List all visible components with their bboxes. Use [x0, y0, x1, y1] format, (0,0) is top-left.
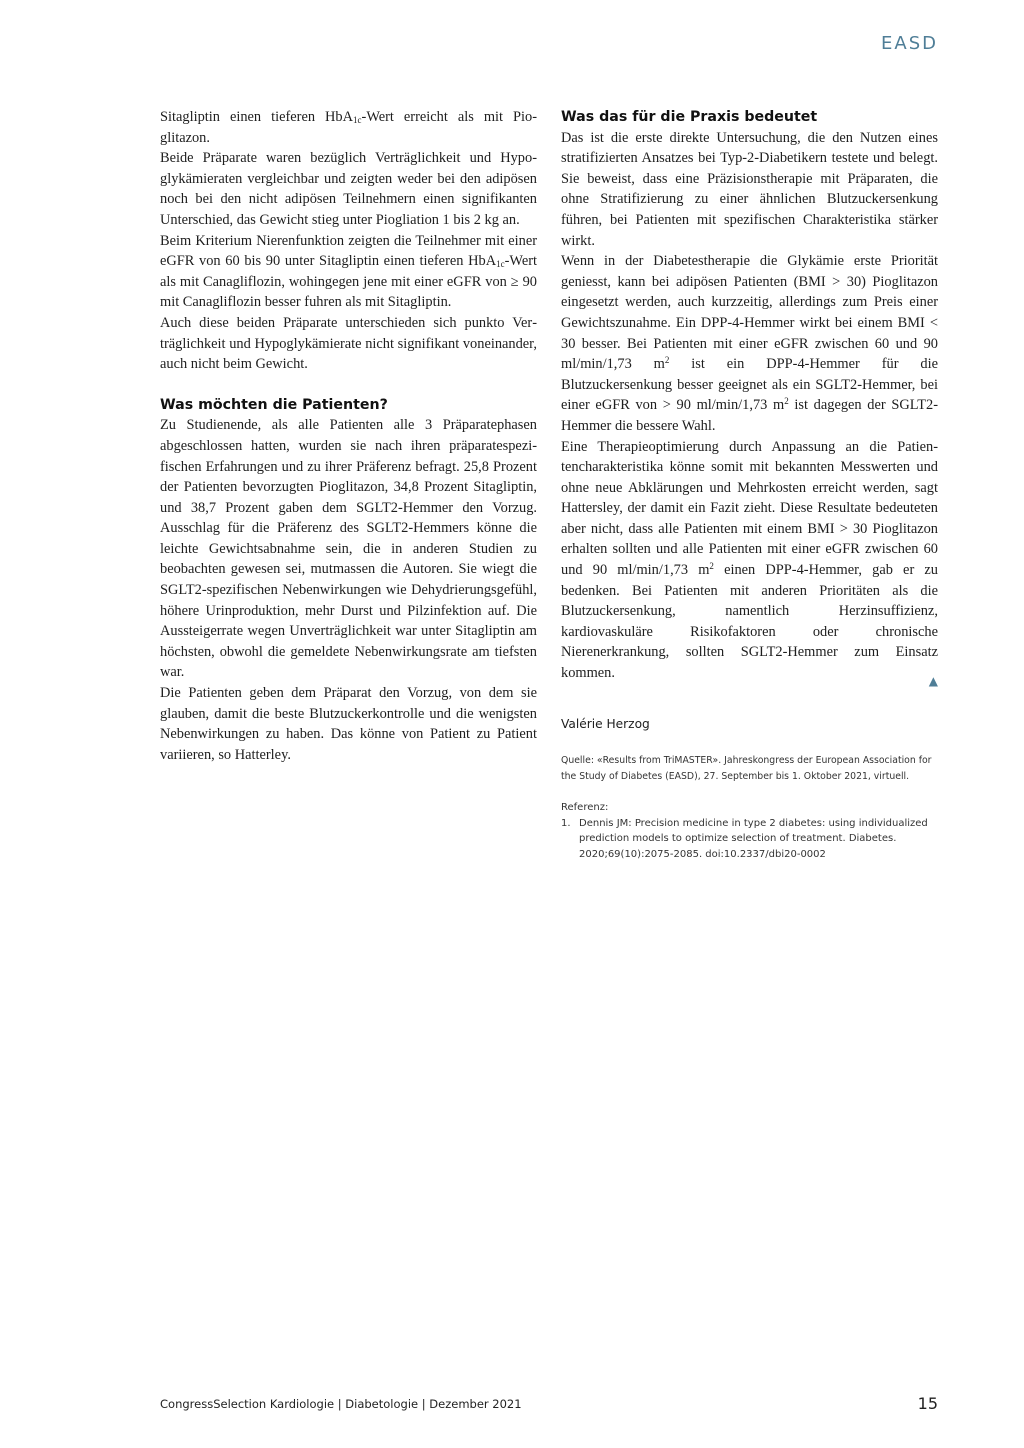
triangle-icon: ▲: [928, 673, 938, 688]
footer-publication: CongressSelection Kardiologie | Diabetologie | Dezember 2021: [160, 1397, 522, 1411]
right-column: [561, 107, 938, 862]
paragraph: Zu Studienende, als alle Patienten alle 3 Präparatephasen abgeschlossen hatten, wurden sie nach ihren präparatespezifischen Erfahrungen und zu ihrer Präferenz befragt. 25,8 Prozent der Patienten bevorzugten Pioglitazon, 34,8 Prozent Sitagliptin, und 38,7 Prozent gaben dem SGLT2-Hemmer den Vorzug. Ausschlag für die Präferenz des SGLT2-Hemmers könne die leichte Gewichtsabnahme sein, die in anderen Studien zu beobachten gewesen sei, mutmassen die Autoren. Sie wiegt die SGLT2-spezifischen Nebenwirkungen wie Dehydrierungsgefühl, höhere Urinproduktion, mehr Durst und Pilzinfektion auf. Die Aussteigerrate wegen Unverträglichkeit war unter Sitagliptin am höchsten, obwohl die gemeldete Nebenwirkungsrate am tiefsten war.: [160, 417, 537, 681]
paragraph: Sitagliptin einen tieferen HbA$_{1c}$-Wert erreicht als mit Pioglitazon.: [160, 109, 537, 146]
source-note: Quelle: «Results from TriMASTER». Jahreskongress der European Association for the Study of Diabetes (EASD), 27. September bis 1. Oktober 2021, virtuell.: [561, 755, 932, 782]
paragraph: Beim Kriterium Nierenfunktion zeigten die Teilnehmer mit einer eGFR von 60 bis 90 unter Sitagliptin einen tieferen HbA$_{1c}$-Wert als mit Canagliflozin, wohingegen jene mit einer eGFR von ≥ 90 mit Canagliflozin besser fuhren als mit Sitagliptin.: [160, 232, 537, 311]
paragraph: Eine Therapieoptimierung durch Anpassung an die Patientencharakteristika könne somit mit bekannten Messwerten und ohne neue Abklärungen und Mehrkosten erreicht werden, sagt Hattersley, der damit ein Fazit zieht. Diese Resultate bedeuteten aber nicht, dass alle Patienten mit einem BMI > 30 Pioglitazon erhalten sollten und alle Patienten mit einer eGFR zwischen 60 und 90 ml/min/1,73 $m^2$ einen DPP-4-Hemmer, gab er zu bedenken. Bei Patienten mit anderen Prioritäten als die Blutzuckersenkung, namentlich Herzinsuffizienz, kardiovaskuläre Risikofaktoren oder chronische Nierenerkrankung, sollten SGLT2-Hemmer zum Einsatz kommen.: [561, 438, 938, 682]
paragraph: Beide Präparate waren bezüglich Verträglichkeit und Hypoglykämieraten vergleichbar und zeigten weder bei den adipösen noch bei den nicht adipösen Teilnehmern einen signifikanten Unterschied, das Gewicht stieg unter Piogliation 1 bis 2 kg an.: [160, 150, 537, 228]
page-number: 15: [917, 1394, 938, 1413]
reference-item: [561, 816, 938, 863]
reference-number: 1.: [561, 817, 571, 829]
left-column: [160, 107, 537, 765]
paragraph: Auch diese beiden Präparate unterschieden sich punkto Verträglichkeit und Hypoglykämierate nicht signifikant voneinander, auch nicht beim Gewicht.: [160, 314, 537, 373]
section-heading: Was das für die Praxis bedeutet: [561, 109, 818, 125]
section-tag: EASD: [881, 33, 938, 54]
paragraph: Wenn in der Diabetestherapie die Glykämie erste Priorität geniesst, kann bei adipösen Patienten (BMI > 30) Pioglitazon eingesetzt werden, auch kurzzeitig, allerdings zum Preis einer Gewichtszunahme. Ein DPP-4-Hemmer wirkt bei einem BMI < 30 besser. Bei Patienten mit einer eGFR zwischen 60 und 90 ml/min/1,73 $m^2$ ist ein DPP-4-Hemmer für die Blutzuckersenkung besser geeignet als ein SGLT2-Hemmer, bei einer eGFR von > 90 ml/min/1,73 $m^2$ ist dagegen der SGLT2-Hemmer die bessere Wahl.: [561, 253, 938, 434]
paragraph: Das ist die erste direkte Untersuchung, die den Nutzen eines stratifizierten Ansatzes bei Typ-2-Diabetikern testete und belegt. Sie beweist, dass eine Präzisionstherapie mit Präparaten, die ohne Stratifizierung zu einer ähnlichen Blutzuckersenkung führen, bei Patienten mit spezifischen Charakteristika stärker wirkt.: [561, 129, 938, 249]
section-heading: Was möchten die Patienten?: [160, 396, 388, 413]
reference-label: Referenz:: [561, 802, 609, 814]
end-of-article-marker: [561, 673, 938, 688]
author-name: Valérie Herzog: [561, 716, 650, 731]
reference-text: Dennis JM: Precision medicine in type 2 diabetes: using individualized prediction models to optimize selection of treatment. Diabetes. 2020;69(10):2075-2085. doi:10.2337/dbi20-0002: [579, 817, 928, 860]
paragraph: Die Patienten geben dem Präparat den Vorzug, von dem sie glauben, damit die beste Blutzuckerkontrolle und die wenigsten Nebenwirkungen zu haben. Das könne von Patient zu Patient variieren, so Hatterley.: [160, 685, 537, 763]
